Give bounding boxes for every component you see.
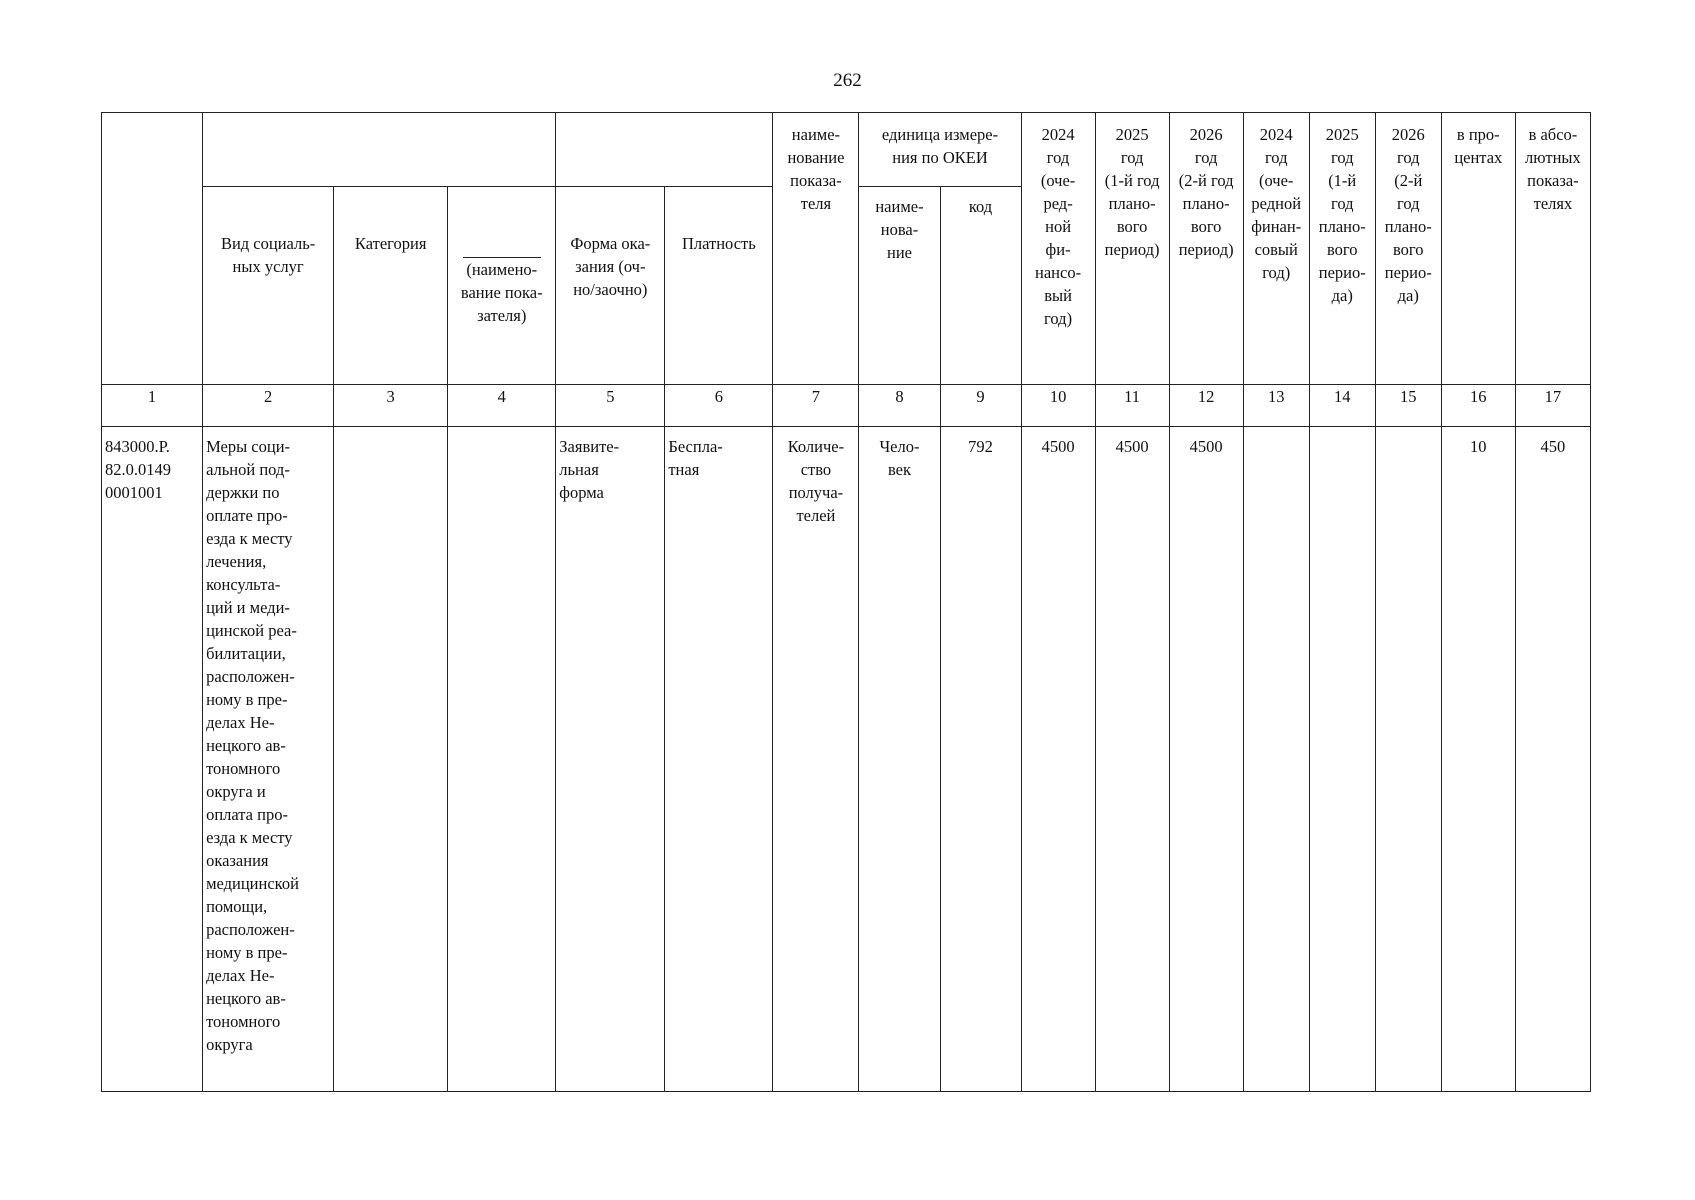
column-number: 3	[334, 385, 448, 427]
table-row	[102, 427, 1591, 1092]
unit-name-cell: Чело- век	[859, 427, 940, 1092]
indicator-cell	[448, 427, 556, 1092]
value-2026-cell: 4500	[1169, 427, 1243, 1092]
header-unit-name: наиме- нова- ние	[859, 187, 940, 385]
fee-2026-cell	[1375, 427, 1441, 1092]
column-number: 17	[1515, 385, 1590, 427]
column-number: 1	[102, 385, 203, 427]
column-number: 2	[203, 385, 334, 427]
header-2026-value: 2026 год (2-й год плано- вого период)	[1169, 113, 1243, 385]
value-2025-cell: 4500	[1095, 427, 1169, 1092]
column-number: 5	[556, 385, 665, 427]
service-type-cell: Меры соци- альной под- держки по оплате про- езда к месту лечения, консульта- ций и меди- цинской реа- билитации, расположен- ному в пре- делах Не- нецкого ав- тономного округа и оплата про- езда к месту оказания медицинской помощи, расположен- ному в пре- делах Не- нецкого ав- тономного округа	[203, 427, 334, 1092]
column-number: 7	[773, 385, 859, 427]
column-number: 10	[1021, 385, 1095, 427]
header-2024-value: 2024 год (оче- ред- ной фи- нансо- вый год)	[1021, 113, 1095, 385]
value-2024-cell: 4500	[1021, 427, 1095, 1092]
column-number: 6	[665, 385, 773, 427]
header-deviation-percent: в про- центах	[1441, 113, 1515, 385]
header-row-top	[102, 113, 1591, 187]
form-cell: Заявите- льная форма	[556, 427, 665, 1092]
column-number: 13	[1243, 385, 1309, 427]
deviation-percent-cell: 10	[1441, 427, 1515, 1092]
column-number: 9	[940, 385, 1021, 427]
header-2025-value: 2025 год (1-й год плано- вого период)	[1095, 113, 1169, 385]
column-number-row	[102, 385, 1591, 427]
column-number: 8	[859, 385, 940, 427]
header-service-type: Вид социаль- ных услуг	[203, 187, 334, 385]
fee-2025-cell	[1309, 427, 1375, 1092]
column-number: 4	[448, 385, 556, 427]
header-2025-fee: 2025 год (1-й год плано- вого перио- да)	[1309, 113, 1375, 385]
header-indicator-blank: (наимено- вание пока- зателя)	[448, 187, 556, 385]
header-payment: Платность	[665, 187, 773, 385]
header-2026-fee: 2026 год (2-й год плано- вого перио- да)	[1375, 113, 1441, 385]
column-number: 16	[1441, 385, 1515, 427]
header-unit-okei: единица измере- ния по ОКЕИ	[859, 113, 1021, 187]
column-number: 15	[1375, 385, 1441, 427]
header-category: Категория	[334, 187, 448, 385]
header-cell-content-group	[203, 113, 556, 187]
column-number: 12	[1169, 385, 1243, 427]
payment-cell: Беспла- тная	[665, 427, 773, 1092]
unit-code-cell: 792	[940, 427, 1021, 1092]
page-number: 262	[833, 70, 862, 91]
header-form: Форма ока- зания (оч- но/заочно)	[556, 187, 665, 385]
deviation-absolute-cell: 450	[1515, 427, 1590, 1092]
header-cell-conditions-group	[556, 113, 773, 187]
header-indicator-name: наиме- нование показа- теля	[773, 113, 859, 385]
category-cell	[334, 427, 448, 1092]
column-number: 14	[1309, 385, 1375, 427]
indicator-name-cell: Количе- ство получа- телей	[773, 427, 859, 1092]
header-unit-code: код	[940, 187, 1021, 385]
service-indicators-table	[101, 112, 1591, 1092]
registry-code-cell: 843000.Р. 82.0.0149 0001001	[102, 427, 203, 1092]
header-deviation-absolute: в абсо- лютных показа- телях	[1515, 113, 1590, 385]
header-cell-code	[102, 113, 203, 385]
fee-2024-cell	[1243, 427, 1309, 1092]
header-2024-fee: 2024 год (оче- редной финан- совый год)	[1243, 113, 1309, 385]
column-number: 11	[1095, 385, 1169, 427]
